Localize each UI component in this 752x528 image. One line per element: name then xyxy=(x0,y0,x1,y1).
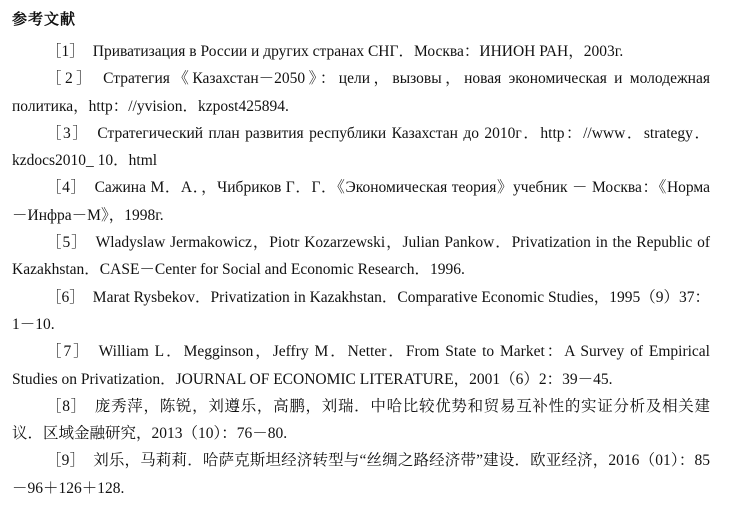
reference-text: 刘乐，马莉莉．哈萨克斯坦经济转型与“丝绸之路经济带”建设．欧亚经济，2016（01）：85－96＋126＋128. xyxy=(12,452,710,497)
reference-text: Marat Rysbekov．Privatization in Kazakhstan．Comparative Economic Studies，1995（9）37：1－10. xyxy=(12,288,710,333)
reference-list xyxy=(12,38,710,502)
reference-number: ［8］ xyxy=(46,397,87,415)
references-heading: 参考文献 xyxy=(12,10,77,28)
reference-text: Стратегический план развития республики Казахстан до 2010г．http：//www．strategy．kzdocs2010_ 10．html xyxy=(12,124,710,170)
reference-item-1 xyxy=(12,38,710,65)
reference-number: ［4］ xyxy=(46,179,87,197)
reference-number: ［3］ xyxy=(46,124,90,142)
reference-text: 庞秀萍，陈锐，刘遵乐，高鹏，刘瑞．中哈比较优势和贸易互补性的实证分析及相关建议．区域金融研究，2013（10）：76－80. xyxy=(12,397,710,443)
reference-item-5 xyxy=(12,229,710,284)
reference-item-6 xyxy=(12,284,710,339)
reference-item-2 xyxy=(12,65,710,120)
reference-item-9 xyxy=(12,447,710,502)
reference-number: ［5］ xyxy=(46,234,88,252)
reference-number: ［9］ xyxy=(46,452,86,470)
reference-number: ［1］ xyxy=(46,43,85,60)
reference-text: Сажина М．А．，Чибриков Г．Г．《Экономическая теория》учебник － Москва：《Норма－Инфра－М》，1998г. xyxy=(12,179,710,224)
reference-item-4 xyxy=(12,174,710,229)
reference-item-3 xyxy=(12,120,710,175)
reference-number: ［7］ xyxy=(46,343,91,361)
reference-number: ［6］ xyxy=(46,288,85,306)
reference-item-7 xyxy=(12,338,710,393)
reference-text: Стратегия《Казахстан－2050》：цели，вызовы，новая экономическая и молодежная политика，http：//yvision．kzpost425894. xyxy=(12,70,710,115)
reference-item-8 xyxy=(12,393,710,448)
reference-number: ［2］ xyxy=(46,70,96,88)
reference-text: Wladyslaw Jermakowicz，Piotr Kozarzewski，Julian Pankow．Privatization in the Republic of Kazakhstan．CASE－Center for Social and Economic Research．1996. xyxy=(12,234,710,279)
reference-text: Приватизация в России и других странах СНГ．Москва：ИНИОН РАН，2003г. xyxy=(92,43,624,60)
reference-text: William L．Megginson，Jeffry M．Netter．From State to Market：A Survey of Empirical Studies on Privatization．JOURNAL OF ECONOMIC LITERATURE，2001（6）2：39－45. xyxy=(12,343,710,388)
